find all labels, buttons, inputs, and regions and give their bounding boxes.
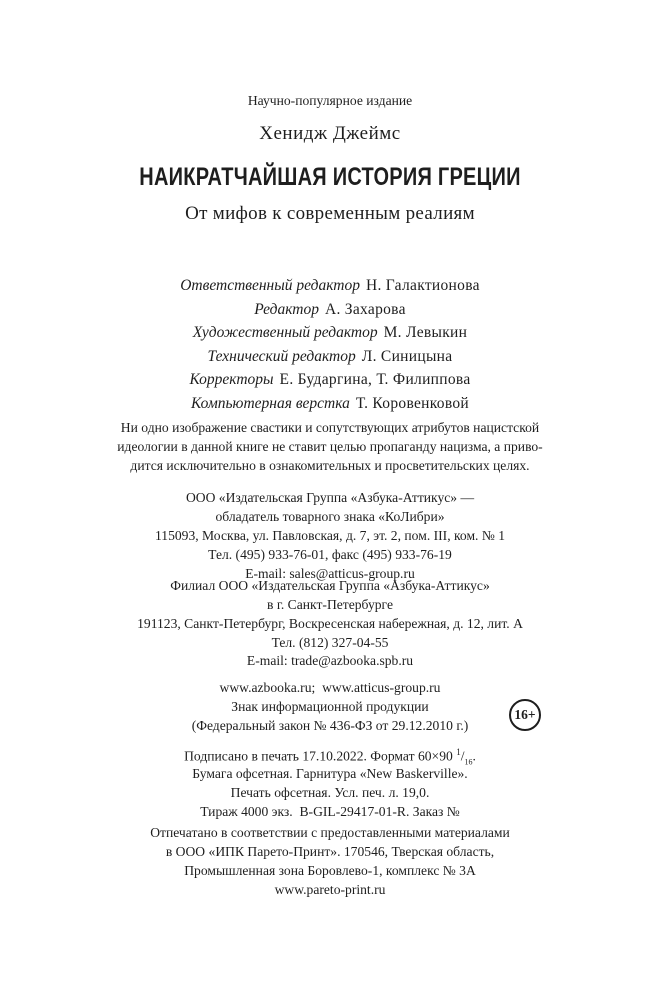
publisher-line: Тел. (495) 933-76-01, факс (495) 933-76-19 — [208, 547, 452, 562]
credit-name: М. Левыкин — [383, 324, 468, 341]
credit-role: Технический редактор — [207, 348, 356, 365]
author: Хенидж Джеймс — [259, 123, 401, 144]
credit-role: Корректоры — [189, 371, 274, 388]
branch-line: 191123, Санкт-Петербург, Воскресенская набережная, д. 12, лит. А — [137, 616, 523, 631]
credit-line — [0, 372, 660, 388]
disclaimer-line: идеологии в данной книге не ставит целью пропаганду нацизма, а приво- — [117, 439, 543, 454]
format-fraction-denominator: 16 — [464, 757, 473, 767]
print-info-text: Подписано в печать 17.10.2022. Формат 60×90 — [184, 748, 453, 764]
age-rating-badge: 16+ — [509, 699, 541, 731]
disclaimer-line: дится исключительно в ознакомительных и просветительских целях. — [130, 458, 530, 473]
print-info-line: Подписано в печать 17.10.2022. Формат 60×90 $^1/_{16}$. — [184, 747, 476, 767]
credit-role: Ответственный редактор — [180, 277, 360, 294]
info-sign-line: (Федеральный закон № 436-ФЗ от 29.12.2010 г.) — [191, 718, 469, 733]
printer-line: в ООО «ИПК Парето-Принт». 170546, Тверская область, — [165, 844, 495, 859]
info-sign-line: Знак информационной продукции — [231, 699, 429, 714]
credit-name: Н. Галактионова — [365, 277, 480, 294]
print-info-text: . — [472, 748, 476, 764]
format-fraction-numerator: 1 — [456, 747, 461, 757]
credit-name: А. Захарова — [324, 301, 406, 318]
branch-line: Тел. (812) 327-04-55 — [271, 635, 389, 650]
credit-name: Е. Бударгина, Т. Филиппова — [279, 371, 471, 388]
publisher-line: ООО «Издательская Группа «Азбука-Аттикус» — — [185, 490, 475, 505]
branch-line: в г. Санкт-Петербурге — [267, 597, 393, 612]
credit-line — [0, 325, 660, 341]
credit-name: Л. Синицына — [361, 348, 453, 365]
printer-line: Отпечатано в соответствии с предоставленными материалами — [150, 825, 510, 840]
edition-type: Научно-популярное издание — [247, 93, 413, 108]
book-subtitle: От мифов к современным реалиям — [185, 203, 475, 224]
publisher-line: обладатель товарного знака «КоЛибри» — [215, 509, 445, 524]
credit-role: Редактор — [254, 301, 319, 318]
print-info-line: Тираж 4000 экз. B-GIL-29417-01-R. Заказ № — [200, 804, 460, 819]
book-title: НАИКРАТЧАЙШАЯ ИСТОРИЯ ГРЕЦИИ — [139, 163, 521, 191]
printer-website: www.pareto-print.ru — [274, 882, 386, 897]
websites: www.azbooka.ru; www.atticus-group.ru — [219, 680, 441, 695]
credit-line — [0, 278, 660, 294]
print-info-line: Бумага офсетная. Гарнитура «New Baskerville». — [192, 766, 468, 781]
credit-name: Т. Коровенковой — [355, 395, 469, 412]
credit-role: Художественный редактор — [192, 324, 378, 341]
publisher-line: 115093, Москва, ул. Павловская, д. 7, эт. 2, пом. III, ком. № 1 — [154, 528, 506, 543]
branch-line: Филиал ООО «Издательская Группа «Азбука-Аттикус» — [170, 578, 490, 593]
credit-role: Компьютерная верстка — [190, 395, 350, 412]
credit-line — [0, 302, 660, 318]
branch-email: E-mail: trade@azbooka.spb.ru — [246, 653, 414, 668]
publisher-email: E-mail: sales@atticus-group.ru — [245, 566, 415, 581]
credit-line — [0, 396, 660, 412]
credit-line — [0, 349, 660, 365]
disclaimer-line: Ни одно изображение свастики и сопутствующих атрибутов нацистской — [120, 420, 540, 435]
printer-line: Промышленная зона Боровлево-1, комплекс № 3А — [184, 863, 476, 878]
print-info-line: Печать офсетная. Усл. печ. л. 19,0. — [230, 785, 430, 800]
